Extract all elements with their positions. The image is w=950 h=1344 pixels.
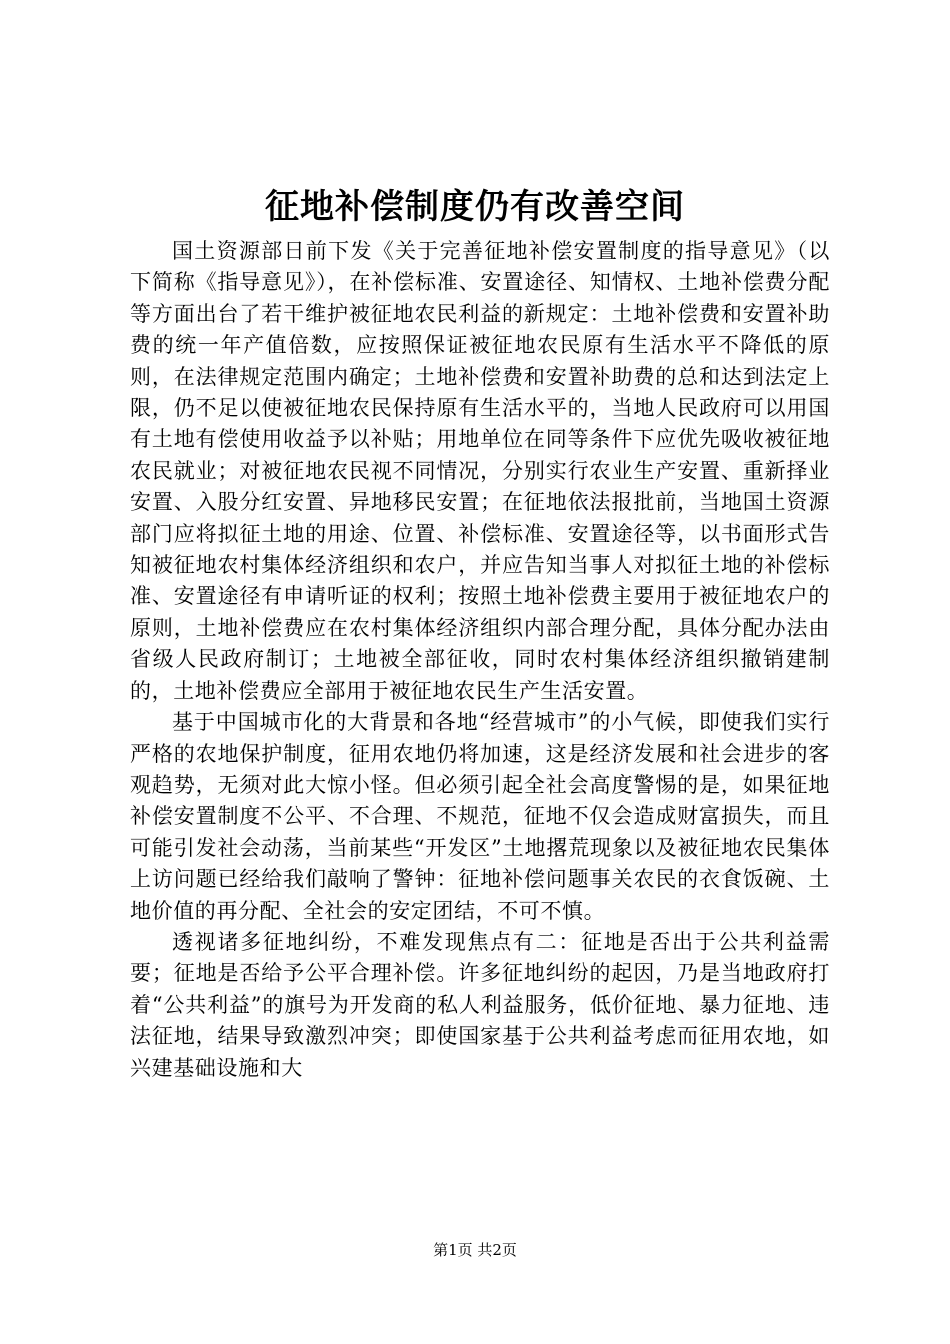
page-title: 征地补偿制度仍有改善空间 xyxy=(265,187,685,227)
article-body xyxy=(130,236,830,1084)
paragraph-3: 透视诸多征地纠纷，不难发现焦点有二：征地是否出于公共利益需要；征地是否给予公平合理补偿。许多征地纠纷的起因，乃是当地政府打着“公共利益”的旗号为开发商的私人利益服务，低价征地、暴力征地、违法征地，结果导致激烈冲突；即使国家基于公共利益考虑而征用农地，如兴建基础设施和大 xyxy=(130,929,830,1080)
paragraph-2: 基于中国城市化的大背景和各地“经营城市”的小气候，即使我们实行严格的农地保护制度，征用农地仍将加速，这是经济发展和社会进步的客观趋势，无须对此大惊小怪。但必须引起全社会高度警惕的是，如果征地补偿安置制度不公平、不合理、不规范，征地不仅会造成财富损失，而且可能引发社会动荡，当前某些“开发区”土地撂荒现象以及被征地农民集体上访问题已经给我们敲响了警钟：征地补偿问题事关农民的衣食饭碗、土地价值的再分配、全社会的安定团结，不可不慎。 xyxy=(130,710,830,923)
paragraph-1: 国土资源部日前下发《关于完善征地补偿安置制度的指导意见》（以下简称《指导意见》），在补偿标准、安置途径、知情权、土地补偿费分配等方面出台了若干维护被征地农民利益的新规定：土地补偿费和安置补助费的统一年产值倍数，应按照保证被征地农民原有生活水平不降低的原则，在法律规定范围内确定；土地补偿费和安置补助费的总和达到法定上限，仍不足以使被征地农民保持原有生活水平的，当地人民政府可以用国有土地有偿使用收益予以补贴；用地单位在同等条件下应优先吸收被征地农民就业；对被征地农民视不同情况，分别实行农业生产安置、重新择业安置、入股分红安置、异地移民安置；在征地依法报批前，当地国土资源部门应将拟征土地的用途、位置、补偿标准、安置途径等，以书面形式告知被征地农村集体经济组织和农户，并应告知当事人对拟征土地的补偿标准、安置途径有申请听证的权利；按照土地补偿费主要用于被征地农户的原则，土地补偿费应在农村集体经济组织内部合理分配，具体分配办法由省级人民政府制订；土地被全部征收，同时农村集体经济组织撤销建制的，土地补偿费应全部用于被征地农民生产生活安置。 xyxy=(130,239,830,703)
page-number-footer: 第1页 共2页 xyxy=(433,1241,517,1259)
